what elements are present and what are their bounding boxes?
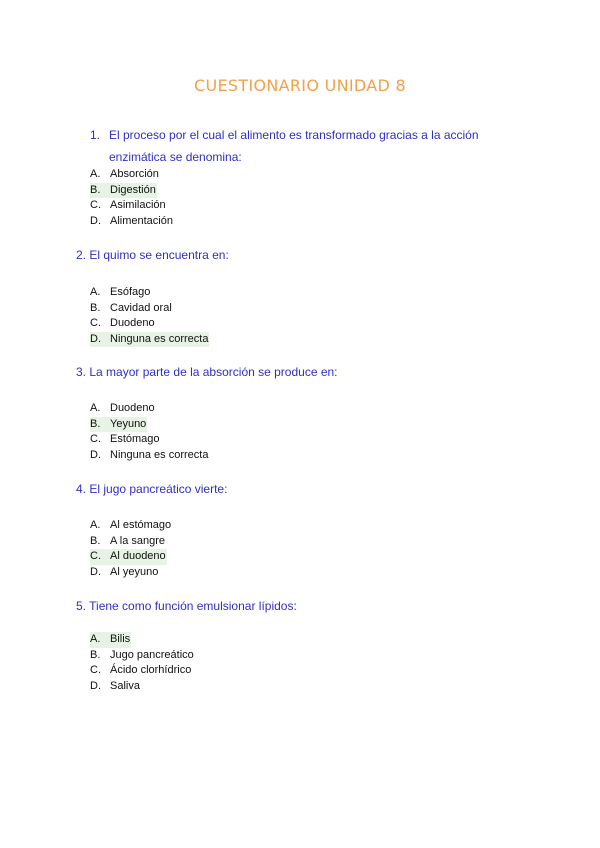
option-d	[90, 679, 195, 695]
options-list-4	[90, 518, 172, 580]
question-number: 5.	[76, 599, 87, 613]
option-text: Duodeno	[110, 402, 155, 414]
option-b	[90, 301, 209, 317]
option-letter: D.	[90, 565, 101, 578]
option-text: Alimentación	[110, 214, 173, 227]
option-text: Absorción	[110, 168, 159, 180]
option-letter: C.	[90, 317, 101, 329]
option-letter: C.	[90, 664, 101, 676]
option-text: A la sangre	[110, 534, 166, 547]
option-letter: D.	[90, 332, 109, 348]
option-b-highlighted	[90, 183, 174, 199]
option-text: Esófago	[110, 286, 151, 298]
option-b	[90, 648, 195, 664]
question-text: Tiene como función emulsionar lípidos:	[89, 599, 297, 613]
option-letter: C.	[90, 549, 109, 565]
option-text: Al duodeno	[109, 549, 167, 565]
option-a-highlighted	[90, 632, 195, 648]
option-text: Ninguna es correcta	[109, 332, 209, 348]
option-c	[90, 663, 195, 679]
option-letter: B.	[90, 534, 101, 547]
question-5	[76, 595, 297, 617]
question-2	[76, 244, 229, 266]
option-text: Al estómago	[110, 519, 172, 531]
option-text: Cavidad oral	[110, 301, 172, 314]
option-letter: A.	[90, 632, 109, 648]
option-letter: C.	[90, 199, 101, 211]
option-letter: B.	[90, 183, 109, 199]
question-text: La mayor parte de la absorción se produce en:	[89, 365, 338, 379]
option-text: Jugo pancreático	[110, 648, 194, 661]
option-a	[90, 167, 174, 183]
option-d	[90, 565, 172, 581]
options-list-3	[90, 401, 209, 463]
option-letter: B.	[90, 648, 101, 661]
option-letter: D.	[90, 214, 101, 227]
option-d-highlighted	[90, 332, 209, 348]
option-c-highlighted	[90, 549, 172, 565]
option-letter: A.	[90, 402, 101, 414]
option-letter: D.	[90, 679, 101, 692]
options-list-5	[90, 632, 195, 694]
option-text: Digestión	[109, 183, 157, 199]
question-4	[76, 478, 227, 500]
options-list-1	[90, 167, 174, 229]
question-number: 3.	[76, 365, 87, 379]
option-letter: A.	[90, 286, 101, 298]
option-d	[90, 448, 209, 464]
option-letter: C.	[90, 433, 101, 445]
option-b	[90, 534, 172, 550]
question-number: 1.	[90, 128, 101, 142]
question-text: El proceso por el cual el alimento es transformado gracias a la acción enzimática se denomina:	[109, 128, 479, 164]
option-letter: A.	[90, 168, 101, 180]
option-text: Saliva	[110, 679, 140, 692]
option-text: Ácido clorhídrico	[110, 664, 192, 676]
option-text: Duodeno	[110, 317, 155, 329]
options-list-2	[90, 285, 209, 347]
option-a	[90, 401, 209, 417]
option-text: Asimilación	[110, 199, 166, 211]
option-text: Al yeyuno	[110, 565, 159, 578]
option-letter: D.	[90, 448, 101, 461]
page-title: CUESTIONARIO UNIDAD 8	[194, 76, 406, 95]
option-d	[90, 214, 174, 230]
question-number: 2.	[76, 248, 87, 262]
question-text: El jugo pancreático vierte:	[89, 482, 228, 496]
question-3	[76, 361, 338, 383]
option-text: Ninguna es correcta	[110, 448, 209, 461]
question-1	[90, 124, 510, 168]
option-a	[90, 518, 172, 534]
option-text: Bilis	[109, 632, 131, 648]
option-c	[90, 316, 209, 332]
option-letter: B.	[90, 301, 101, 314]
option-b-highlighted	[90, 417, 209, 433]
question-number: 4.	[76, 482, 87, 496]
option-c	[90, 432, 209, 448]
option-text: Yeyuno	[109, 417, 147, 433]
question-text: El quimo se encuentra en:	[89, 248, 229, 262]
option-letter: A.	[90, 519, 101, 531]
option-a	[90, 285, 209, 301]
option-text: Estómago	[110, 433, 160, 445]
option-letter: B.	[90, 417, 109, 433]
option-c	[90, 198, 174, 214]
